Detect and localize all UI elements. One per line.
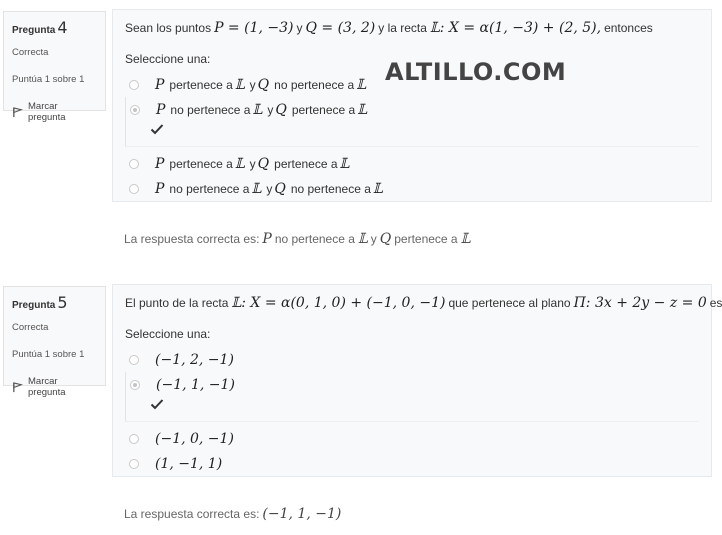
qtext-math-line: 𝕃: X = α(1, −3) + (2, 5),: [429, 20, 602, 36]
question-info-5: [3, 286, 106, 398]
flag-question-label: Marcar pregunta: [28, 101, 66, 123]
flag-icon: [12, 107, 23, 118]
answer-option[interactable]: [125, 426, 699, 451]
answer-option-selected[interactable]: [126, 372, 699, 397]
qtext-math-plane: Π: 3x + 2y − z = 0: [573, 295, 707, 311]
flag-question-link[interactable]: [12, 101, 97, 123]
question-info-4: [3, 11, 106, 123]
opt-part: Q: [274, 180, 286, 197]
fb-part: 𝕃: [460, 231, 471, 247]
question-label: Pregunta: [12, 25, 56, 36]
opt-part: no pertenece a: [169, 181, 250, 196]
correct-check-icon: [150, 123, 164, 135]
question-content-5: [112, 284, 722, 477]
opt-part: y: [249, 156, 256, 171]
qtext-part: es: [709, 296, 722, 310]
opt-part: 𝕃: [357, 101, 368, 118]
opt-part: no pertenece a: [290, 181, 371, 196]
fb-part: P: [262, 231, 272, 247]
question-text: [125, 20, 699, 36]
question-number: [12, 293, 97, 312]
question-number-value: 4: [57, 18, 68, 37]
flag-question-link[interactable]: [12, 376, 97, 398]
feedback-label: La respuesta correcta es:: [124, 232, 260, 246]
opt-part: Q: [257, 155, 270, 172]
opt-part: P: [155, 180, 165, 197]
answer-option-selected[interactable]: [126, 97, 699, 122]
fb-part: pertenece a: [394, 232, 458, 246]
opt-part: P: [156, 101, 166, 118]
flag-icon: [12, 382, 23, 393]
opt-part: 𝕃: [234, 155, 245, 172]
opt-part: pertenece a: [274, 156, 338, 171]
opt-part: pertenece a: [169, 156, 233, 171]
opt-part: 𝕃: [372, 180, 383, 197]
opt-part: pertenece a: [291, 102, 356, 117]
qtext-part: que pertenece al plano: [448, 296, 571, 310]
radio-button[interactable]: [129, 159, 139, 169]
correct-answer-feedback: [112, 229, 712, 249]
fb-part: y: [370, 232, 377, 246]
correct-answer-feedback: [112, 504, 712, 524]
opt-part: Q: [257, 76, 270, 93]
opt-part: pertenece a: [169, 77, 233, 92]
opt-part: 𝕃: [356, 76, 367, 93]
fb-part: 𝕃: [357, 231, 368, 247]
answer-option[interactable]: [125, 151, 699, 176]
question-score: Puntúa 1 sobre 1: [12, 349, 85, 360]
fb-part: Q: [379, 231, 392, 247]
opt-part: 𝕃: [252, 101, 263, 118]
qtext-part: y: [296, 21, 303, 35]
opt-value: (−1, 1, −1): [156, 376, 235, 393]
opt-part: Q: [275, 101, 287, 118]
opt-value: (−1, 2, −1): [155, 351, 234, 368]
opt-part: P: [155, 155, 165, 172]
answer-option[interactable]: [125, 176, 699, 201]
answer-option[interactable]: [125, 347, 699, 372]
question-text: [125, 295, 722, 311]
question-content-4: [112, 9, 712, 202]
opt-part: 𝕃: [251, 180, 262, 197]
correct-check-icon: [150, 398, 164, 410]
fb-part: no pertenece a: [274, 232, 355, 246]
question-status: Correcta: [12, 47, 49, 58]
opt-part: P: [155, 76, 165, 93]
qtext-math-q: Q = (3, 2): [305, 20, 376, 36]
selected-answer: [125, 372, 699, 422]
qtext-part: Sean los puntos: [125, 21, 212, 35]
opt-part: y: [249, 77, 256, 92]
question-number: [12, 18, 97, 37]
fb-value: (−1, 1, −1): [262, 506, 342, 522]
opt-part: no pertenece a: [274, 77, 355, 92]
radio-button-checked[interactable]: [130, 380, 140, 390]
question-number-value: 5: [57, 293, 68, 312]
radio-button-checked[interactable]: [130, 105, 140, 115]
qtext-part: El punto de la recta: [125, 296, 229, 310]
answer-option[interactable]: [125, 451, 699, 476]
radio-button[interactable]: [129, 355, 139, 365]
opt-part: y: [266, 181, 273, 196]
question-label: Pregunta: [12, 300, 56, 311]
opt-value: (−1, 0, −1): [155, 430, 234, 447]
flag-question-label: Marcar pregunta: [28, 376, 66, 398]
opt-part: no pertenece a: [170, 102, 251, 117]
qtext-math-line: 𝕃: X = α(0, 1, 0) + (−1, 0, −1): [231, 295, 446, 311]
opt-part: y: [267, 102, 274, 117]
radio-button[interactable]: [129, 80, 139, 90]
qtext-part: entonces: [604, 21, 653, 35]
selected-answer: [125, 97, 699, 147]
opt-part: 𝕃: [234, 76, 245, 93]
feedback-label: La respuesta correcta es:: [124, 507, 260, 521]
radio-button[interactable]: [129, 184, 139, 194]
opt-part: 𝕃: [339, 155, 350, 172]
qtext-part: y la recta: [378, 21, 427, 35]
select-prompt: Seleccione una:: [125, 52, 211, 66]
question-score: Puntúa 1 sobre 1: [12, 74, 85, 85]
radio-button[interactable]: [129, 434, 139, 444]
opt-value: (1, −1, 1): [155, 455, 223, 472]
watermark: ALTILLO.COM: [385, 58, 567, 86]
select-prompt: Seleccione una:: [125, 327, 211, 341]
qtext-math-p: P = (1, −3): [214, 20, 294, 36]
question-status: Correcta: [12, 322, 49, 333]
radio-button[interactable]: [129, 459, 139, 469]
